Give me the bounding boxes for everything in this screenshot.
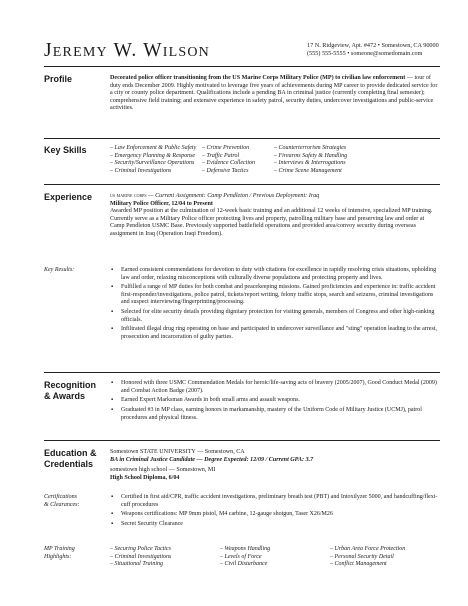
divider <box>44 440 440 441</box>
assignment: — Current Assignment: Camp Pendleton / Previous Deployment: Iraq <box>146 193 320 199</box>
profile-text <box>110 75 440 113</box>
education-entries <box>110 449 440 482</box>
address: 17 N. Ridgeview, Apt. #472 • Somestown, CA 90000 <box>307 42 439 49</box>
experience-header <box>110 193 440 238</box>
list-item: ▪ Graduated #3 in MP class, earning honors in marksmanship, mastery of the Uniform Code of Military Justice (UCMJ), patrol procedures and physical fitness. <box>110 407 440 422</box>
divider <box>44 372 440 373</box>
awards-list <box>110 380 440 424</box>
divider <box>44 66 440 67</box>
training-label: MP Training Highlights: <box>44 546 75 560</box>
degree-1: BA in Criminal Justice Candidate — Degree Expected: 12/09 / Current GPA: 3.7 <box>110 456 314 463</box>
skill-item: – Criminal Investigations <box>110 167 172 174</box>
skill-item: – Crime Prevention <box>202 145 250 151</box>
training-item: – Criminal Investigations <box>110 553 172 560</box>
contact-info <box>307 42 439 59</box>
training-item: – Securing Police Tactics <box>110 546 171 552</box>
profile-headline: Decorated police officer transitioning from the US Marine Corps Military Police (MP) to civilian law enforcement <box>110 75 406 81</box>
divider <box>44 184 440 185</box>
list-item: ▪ Earned Expert Marksman Awards in both small arms and assault weapons. <box>110 397 440 405</box>
training-item: – Conflict Management <box>330 561 387 568</box>
training-item: – Urban Area Force Protection <box>330 546 406 552</box>
list-item: ▪ Fulfilled a range of MP duties for both combat and peacekeeping missions. Gained proficiencies and experience in: traffic accident first-responder/investigations, police patrol, tickets/report writing, felony traffic stops, search and seizures, criminal investigations and suspect interviewing/fingerprinting/processing. <box>110 284 440 307</box>
skill-item: – Counterterrorism Strategies <box>274 145 347 151</box>
certifications-label: Certifications & Clearances: <box>44 494 80 508</box>
list-item: ▪ Earned consistent commendations for devotion to duty with citations for excellence in rapidly resolving crisis situations, upholding law and order, relaxing misconceptions with culturally diverse populations and protecting property and lives. <box>110 267 440 282</box>
skill-item: – Traffic Patrol <box>202 152 240 159</box>
education-label: Education & Credentials <box>44 448 97 469</box>
phone-email: (555) 555-5555 • someone@somedomain.com <box>307 50 423 58</box>
key-results-label: Key Results: <box>44 267 75 273</box>
skills-grid <box>110 145 440 175</box>
skill-item: – Crime Scene Management <box>274 167 342 174</box>
skill-item: – Interviews & Interrogations <box>274 160 346 167</box>
job-title: Military Police Officer, 12/04 to Present <box>110 200 213 207</box>
skill-item: – Emergency Planning & Response <box>110 152 196 159</box>
certifications-list <box>110 494 440 531</box>
skill-item: – Evidence Collection <box>202 160 255 167</box>
training-item: – Situational Training <box>110 561 164 568</box>
degree-2: High School Diploma, 6/04 <box>110 474 180 481</box>
profile-body: — tour of duty ends December 2009. Highly motivated to leverage five years of achievements during MP career to provide dedicated service for a city or county police department. Qualifications include a pending BA in criminal justice (currently completing final semester); comprehensive field training; and extensive experience in safety patrol, security duties, undercover investigations and public-service activities. <box>110 75 438 112</box>
list-item: ▪ Honored with three USMC Commendation Medals for heroic/life-saving acts of bravery (2005/2007), Good Conduct Medal (2009) and Combat Action Badge (2007). <box>110 380 440 395</box>
training-grid <box>110 546 440 569</box>
skill-item: – Firearms Safety & Handling <box>274 152 348 159</box>
job-summary: Awarded MP position at the culmination of 12-week basic training and an additional 12 weeks of intensive, specialized MP training. Currently serve as a Military Police officer protecting lives and property, patrolling military base and preserving law and order at Camp Pendleton USMC Base. Previously supported battlefield operations and provided area/convoy security during overseas assignment in Iraq (Operation Iraqi Freedom). <box>110 208 433 237</box>
key-results-list <box>110 267 440 344</box>
list-item: ▪ Secret Security Clearance <box>110 521 440 529</box>
list-item: ▪ Weapons certifications: MP 9mm pistol, M4 carbine, 12-gauge shotgun, Taser X26/M26 <box>110 511 440 519</box>
employer: us marine corps <box>110 193 147 199</box>
skill-item: – Law Enforcement & Public Safety <box>110 145 197 151</box>
awards-label: Recognition & Awards <box>44 380 96 401</box>
skill-item: – Security/Surveillance Operations <box>110 160 195 167</box>
school-2: somestown high school — Somestown, MI <box>110 467 216 474</box>
list-item: ▪ Infiltrated illegal drug ring operating on base and participated in undercover surveillance and "sting" operation leading to the arrest, prosecution and incarceration of guilty parties. <box>110 326 440 341</box>
experience-label: Experience <box>44 192 93 202</box>
skill-item: – Defensive Tactics <box>202 167 249 174</box>
training-item: – Levels of Force <box>220 553 262 560</box>
school-1: Somestown STATE UNIVERSITY — Somestown, CA <box>110 449 245 455</box>
list-item: ▪ Certified in first aid/CPR, traffic accident investigations, preliminary breath test (PBT) and Intoxilyzer 5000, and handcuffing/flexi-cuff procedures <box>110 494 440 509</box>
profile-label: Profile <box>44 74 73 84</box>
candidate-name: Jeremy W. Wilson <box>44 40 210 61</box>
divider <box>44 138 440 139</box>
training-item: – Civil Disturbance <box>220 561 268 568</box>
training-item: – Weapons Handling <box>220 546 271 552</box>
key-skills-label: Key Skills <box>44 145 87 155</box>
training-item: – Personal Security Detail <box>330 553 394 560</box>
list-item: ▪ Selected for elite security details providing dignitary protection for visiting generals, members of Congress and other high-ranking officials. <box>110 309 440 324</box>
